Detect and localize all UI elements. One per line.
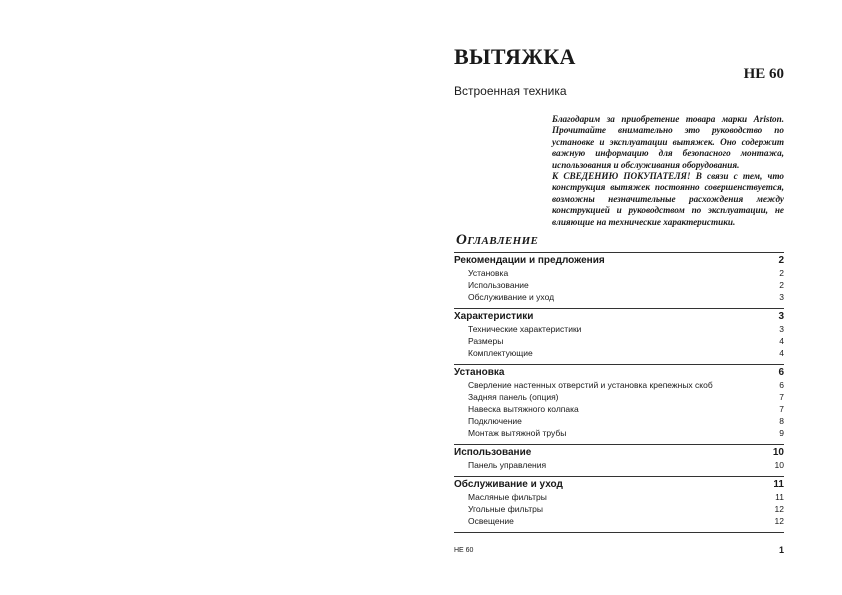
toc-item-label: Задняя панель (опция) — [468, 392, 559, 402]
toc-section-title: Характеристики — [454, 311, 534, 322]
toc-item-page: 2 — [779, 268, 784, 278]
toc-item-label: Освещение — [468, 516, 514, 526]
toc-item-label: Сверление настенных отверстий и установка крепежных скоб — [468, 380, 713, 390]
toc-item-page: 3 — [779, 292, 784, 302]
toc-section-page: 10 — [772, 447, 784, 458]
toc-item — [454, 335, 784, 347]
toc-item-page: 11 — [775, 492, 784, 502]
toc-item — [454, 279, 784, 291]
toc-item-label: Установка — [468, 268, 509, 278]
toc-heading — [456, 232, 538, 249]
toc-section-page: 3 — [778, 311, 784, 322]
toc-item-label: Масляные фильтры — [468, 492, 547, 502]
toc-item — [454, 515, 784, 527]
toc-item-page: 10 — [774, 460, 784, 470]
toc-section-recommendations — [454, 252, 784, 303]
toc-item — [454, 403, 784, 415]
toc-section-title: Установка — [454, 367, 505, 378]
toc-section-row — [454, 478, 784, 491]
toc-item-label: Подключение — [468, 416, 522, 426]
toc-item — [454, 491, 784, 503]
toc-item — [454, 415, 784, 427]
toc-section-page: 2 — [778, 255, 784, 266]
toc-section-row — [454, 254, 784, 267]
toc-section-row — [454, 310, 784, 323]
toc-section-row — [454, 366, 784, 379]
toc-section-title: Использование — [454, 447, 532, 458]
toc-item-label: Обслуживание и уход — [468, 292, 555, 302]
toc-section-row — [454, 446, 784, 459]
toc-item-label: Угольные фильтры — [468, 504, 543, 514]
toc-item — [454, 503, 784, 515]
toc-item — [454, 323, 784, 335]
toc-item — [454, 291, 784, 303]
toc-item-page: 3 — [779, 324, 784, 334]
intro-paragraph-thanks: Благодарим за приобретение товара марки Ariston. Прочитайте внимательно это руководство по установке и эксплуатации вытяжек. Оно содержит важную информацию для безопасного монтажа, использования и обслуживания оборудования. — [552, 114, 784, 170]
footer-model-code: HE 60 — [454, 547, 474, 554]
toc-item-label: Использование — [468, 280, 529, 290]
document-title: ВЫТЯЖКА — [454, 44, 576, 69]
intro-text — [552, 114, 784, 228]
toc-heading-rest: ГЛАВЛЕНИЕ — [467, 235, 539, 247]
toc-item-label: Монтаж вытяжной трубы — [468, 428, 567, 438]
toc-heading-initial: О — [456, 232, 468, 248]
document-subtitle: Встроенная техника — [454, 84, 567, 98]
toc-section-page: 11 — [773, 479, 784, 490]
toc-item-page: 12 — [774, 504, 784, 514]
toc-item — [454, 427, 784, 439]
toc-item-label: Навеска вытяжного колпака — [468, 404, 579, 414]
toc-item — [454, 267, 784, 279]
page-number: 1 — [778, 545, 784, 555]
toc-section-maintenance — [454, 476, 784, 527]
toc-section-title: Обслуживание и уход — [454, 479, 563, 490]
toc-item-page: 8 — [779, 416, 784, 426]
toc-item-page: 7 — [779, 404, 784, 414]
toc-section-installation — [454, 364, 784, 439]
model-code: HE 60 — [743, 66, 784, 82]
toc-item-label: Размеры — [468, 336, 504, 346]
toc-item-label: Комплектующие — [468, 348, 533, 358]
toc-item-label: Технические характеристики — [468, 324, 582, 334]
toc-item-page: 6 — [779, 380, 784, 390]
toc-item-page: 12 — [774, 516, 784, 526]
toc-item-page: 7 — [779, 392, 784, 402]
toc-end-rule — [454, 532, 784, 533]
toc-item-page: 4 — [779, 336, 784, 346]
toc-item — [454, 379, 784, 391]
toc-item — [454, 347, 784, 359]
toc-item-page: 4 — [779, 348, 784, 358]
toc-item-page: 2 — [779, 280, 784, 290]
intro-paragraph-notice: К СВЕДЕНИЮ ПОКУПАТЕЛЯ! В связи с тем, что конструкция вытяжек постоянно совершенствуется, возможны незначительные расхождения между конструкцией и руководством по эксплуатации, не влияющие на технические характеристики. — [552, 171, 784, 227]
table-of-contents — [454, 252, 784, 533]
toc-section-usage — [454, 444, 784, 471]
toc-item-label: Панель управления — [468, 460, 547, 470]
toc-item — [454, 391, 784, 403]
toc-section-title: Рекомендации и предложения — [454, 255, 605, 266]
toc-item — [454, 459, 784, 471]
toc-item-page: 9 — [779, 428, 784, 438]
toc-section-page: 6 — [778, 367, 784, 378]
toc-section-characteristics — [454, 308, 784, 359]
